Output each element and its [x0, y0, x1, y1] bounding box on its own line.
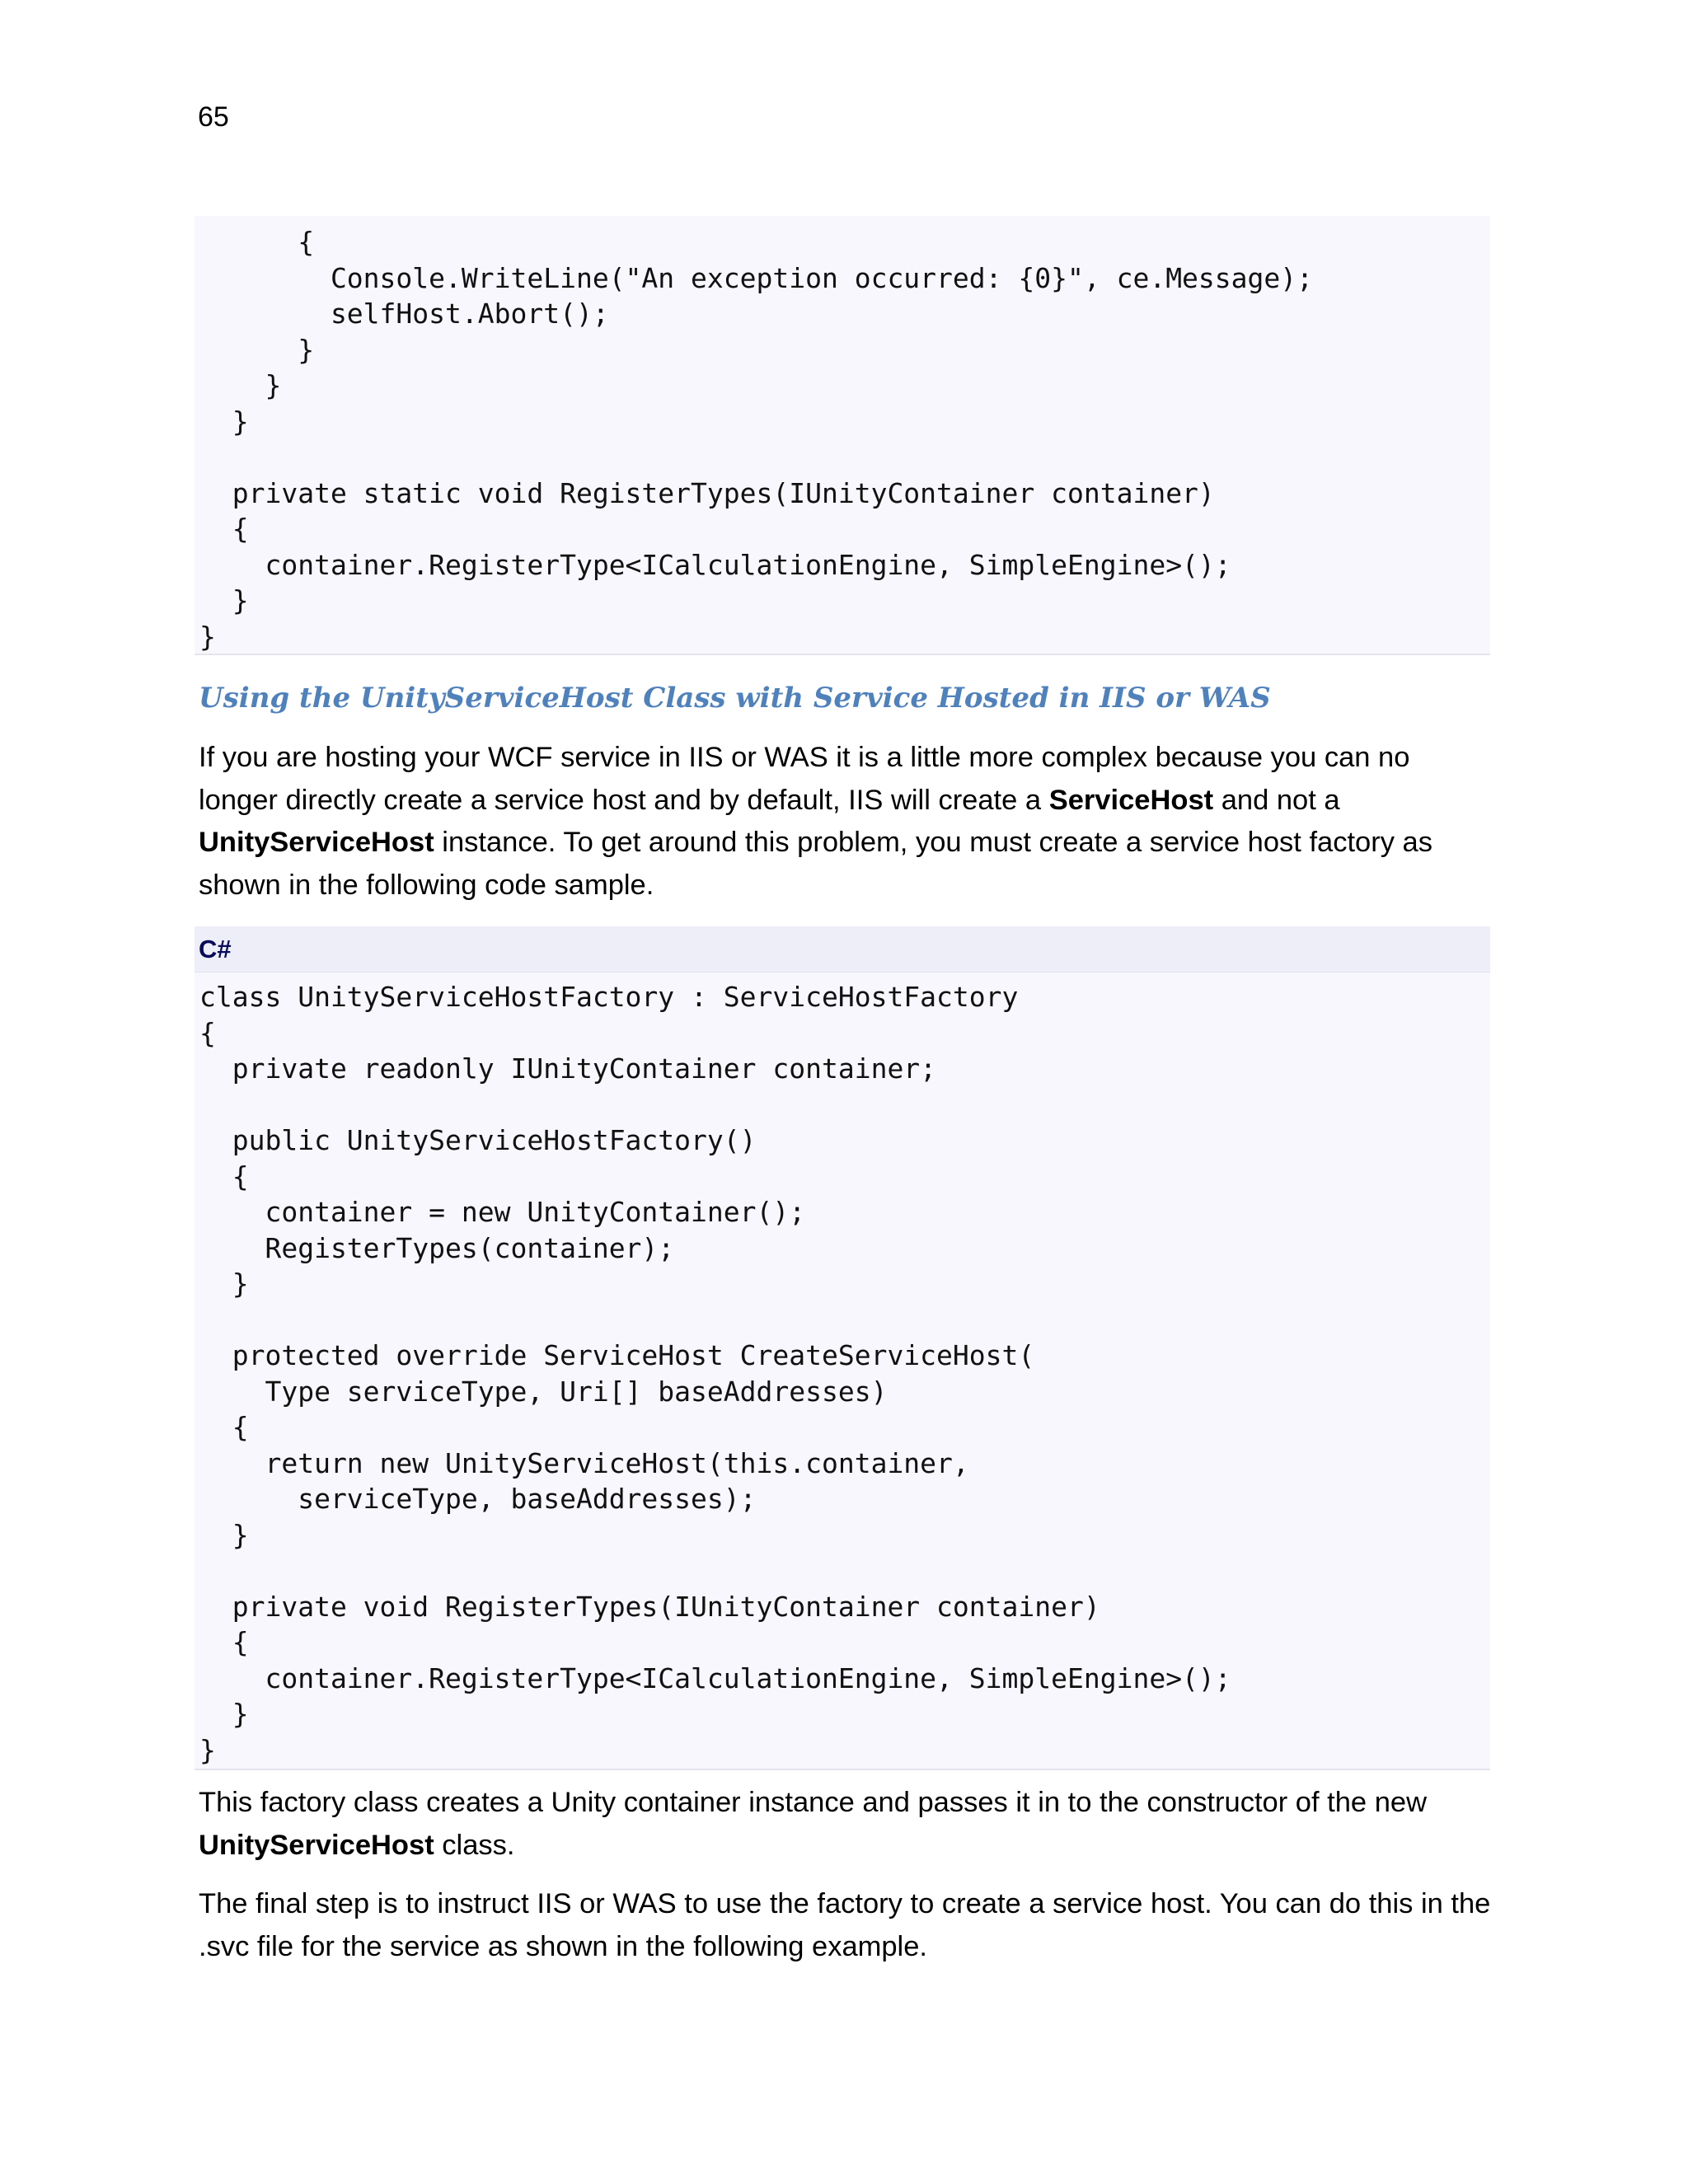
code-block-factory: [195, 926, 1490, 1770]
code-line: }: [199, 620, 216, 653]
code-listing: [195, 224, 1490, 654]
section-heading: Using the UnityServiceHost Class with Service Hosted in IIS or WAS: [199, 682, 1271, 715]
code-block-register-types: [195, 216, 1490, 655]
code-line: private void RegisterTypes(IUnityContainer container): [199, 1590, 1100, 1623]
code-line: }: [199, 369, 282, 401]
paragraph-text: and not a: [1213, 784, 1340, 816]
paragraph-text: class.: [434, 1829, 515, 1861]
code-language-label: C#: [195, 926, 1490, 972]
code-line: class UnityServiceHostFactory : ServiceHostFactory: [199, 981, 1019, 1013]
code-line: }: [199, 1518, 249, 1551]
bold-term-unityservicehost: UnityServiceHost: [199, 1829, 434, 1861]
code-line: {: [199, 513, 249, 545]
code-line: container.RegisterType<ICalculationEngine, SimpleEngine>();: [199, 548, 1231, 581]
code-listing: [195, 972, 1490, 1768]
bold-term-servicehost: ServiceHost: [1048, 784, 1214, 816]
code-line: {: [199, 1626, 249, 1658]
code-line: public UnityServiceHostFactory(): [199, 1124, 757, 1156]
code-line: }: [199, 333, 315, 366]
page-number: 65: [198, 101, 229, 133]
paragraph-text: If you are hosting your WCF service in IIS or WAS it is a little more complex because you can no longer directly create a service host and by default, IIS will create a: [199, 742, 1410, 816]
code-line: private static void RegisterTypes(IUnityContainer container): [199, 476, 1215, 509]
code-line: return new UnityServiceHost(this.container,: [199, 1446, 969, 1479]
code-line: }: [199, 584, 249, 616]
code-line: {: [199, 1016, 216, 1049]
body-paragraph: The final step is to instruct IIS or WAS to use the factory to create a service host. You can do this in the .svc file for the service as shown in the following example.: [199, 1888, 1491, 1962]
code-line: }: [199, 1733, 216, 1766]
paragraph-text: This factory class creates a Unity container instance and passes it in to the constructor of the new: [199, 1787, 1427, 1818]
code-line: }: [199, 1268, 249, 1300]
code-line: private readonly IUnityContainer container;: [199, 1052, 937, 1085]
code-line: container = new UnityContainer();: [199, 1196, 806, 1228]
paragraph-text: instance. To get around this problem, you must create a service host factory as shown in the following code sample.: [199, 827, 1432, 901]
code-line: {: [199, 226, 315, 258]
code-line: serviceType, baseAddresses);: [199, 1483, 757, 1515]
body-paragraph: [199, 1782, 1491, 1867]
code-line: Type serviceType, Uri[] baseAddresses): [199, 1375, 888, 1408]
code-line: selfHost.Abort();: [199, 298, 609, 330]
body-paragraph: [199, 737, 1491, 907]
code-line: {: [199, 1160, 249, 1193]
code-line: Console.WriteLine("An exception occurred: {0}", ce.Message);: [199, 261, 1314, 294]
code-line: }: [199, 1698, 249, 1730]
code-line: RegisterTypes(container);: [199, 1231, 675, 1264]
code-line: container.RegisterType<ICalculationEngine, SimpleEngine>();: [199, 1661, 1231, 1694]
code-line: protected override ServiceHost CreateServiceHost(: [199, 1339, 1035, 1371]
code-line: {: [199, 1411, 249, 1443]
code-line: }: [199, 405, 249, 438]
bold-term-unityservicehost: UnityServiceHost: [199, 827, 434, 858]
